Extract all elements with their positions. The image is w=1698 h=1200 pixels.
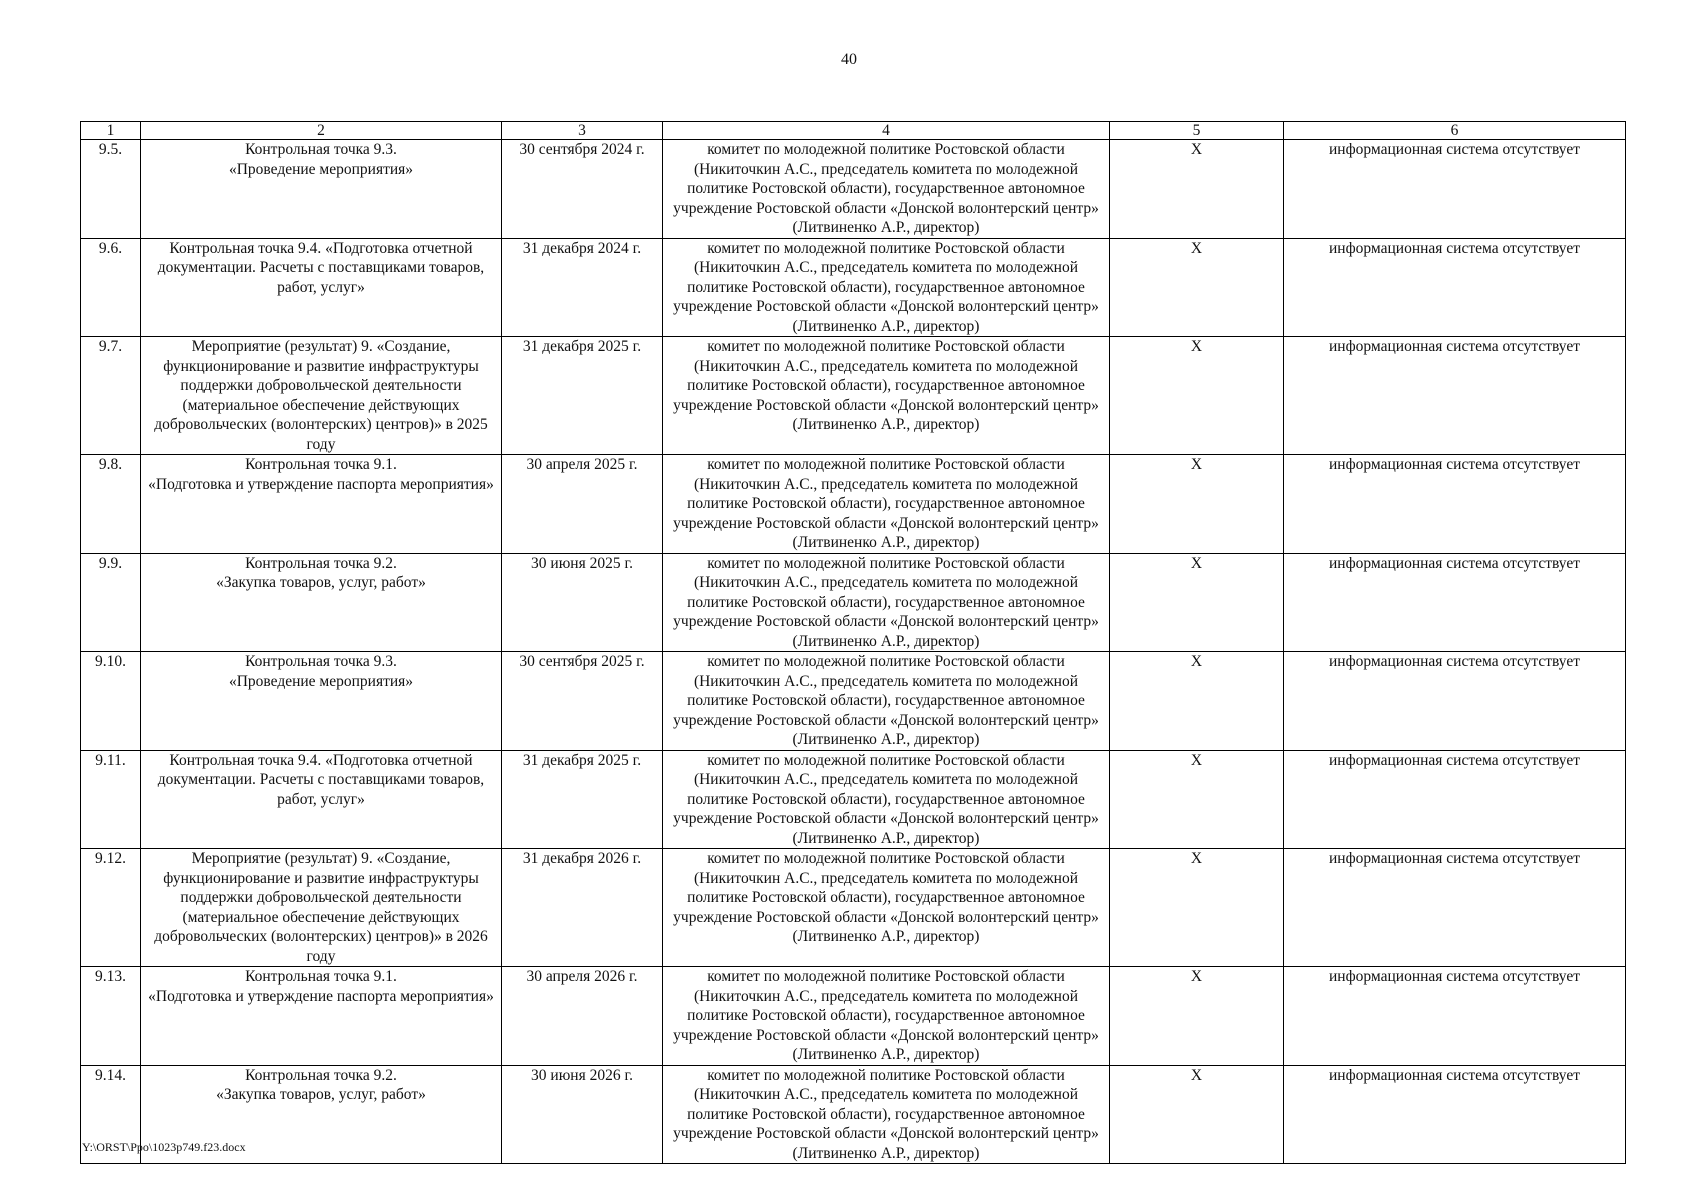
row-number: 9.13.: [81, 967, 141, 1066]
row-responsible: комитет по молодежной политике Ростовской области (Никиточкин А.С., председатель комитета по молодежной политике Ростовской области), государственное автономное учреждение Ростовской области «Донской волонтерский центр» (Литвиненко А.Р., директор): [663, 967, 1110, 1066]
control-points-table: [80, 121, 1626, 1164]
table-row: [81, 140, 1626, 239]
row-number: 9.7.: [81, 337, 141, 455]
table-row: [81, 455, 1626, 554]
row-date: 31 декабря 2026 г.: [502, 849, 663, 967]
row-name: Контрольная точка 9.3. «Проведение мероприятия»: [141, 652, 502, 751]
row-mark: Х: [1110, 553, 1284, 652]
row-responsible: комитет по молодежной политике Ростовской области (Никиточкин А.С., председатель комитета по молодежной политике Ростовской области), государственное автономное учреждение Ростовской области «Донской волонтерский центр» (Литвиненко А.Р., директор): [663, 238, 1110, 337]
row-number: 9.5.: [81, 140, 141, 239]
table-row: [81, 1065, 1626, 1164]
row-mark: Х: [1110, 337, 1284, 455]
row-system: информационная система отсутствует: [1284, 337, 1626, 455]
table-row: [81, 652, 1626, 751]
row-name: Контрольная точка 9.1. «Подготовка и утверждение паспорта мероприятия»: [141, 967, 502, 1066]
column-header: 1: [81, 122, 141, 140]
column-header: 6: [1284, 122, 1626, 140]
row-name: Мероприятие (результат) 9. «Создание, функционирование и развитие инфраструктуры поддержки добровольческой деятельности (материальное обеспечение действующих добровольческих (волонтерских) центров)» в 2026 году: [141, 849, 502, 967]
row-mark: Х: [1110, 967, 1284, 1066]
row-name: Контрольная точка 9.4. «Подготовка отчетной документации. Расчеты с поставщиками товаров, работ, услуг»: [141, 238, 502, 337]
row-system: информационная система отсутствует: [1284, 238, 1626, 337]
row-responsible: комитет по молодежной политике Ростовской области (Никиточкин А.С., председатель комитета по молодежной политике Ростовской области), государственное автономное учреждение Ростовской области «Донской волонтерский центр» (Литвиненко А.Р., директор): [663, 1065, 1110, 1164]
file-path: Y:\ORST\Ppo\1023p749.f23.docx: [82, 1140, 246, 1154]
row-number: 9.14.: [81, 1065, 141, 1164]
table-row: [81, 553, 1626, 652]
row-mark: Х: [1110, 849, 1284, 967]
column-header: 4: [663, 122, 1110, 140]
table-row: [81, 238, 1626, 337]
column-header: 2: [141, 122, 502, 140]
row-number: 9.10.: [81, 652, 141, 751]
row-name: Контрольная точка 9.4. «Подготовка отчетной документации. Расчеты с поставщиками товаров, работ, услуг»: [141, 750, 502, 849]
row-date: 30 апреля 2025 г.: [502, 455, 663, 554]
row-date: 30 сентября 2025 г.: [502, 652, 663, 751]
row-responsible: комитет по молодежной политике Ростовской области (Никиточкин А.С., председатель комитета по молодежной политике Ростовской области), государственное автономное учреждение Ростовской области «Донской волонтерский центр» (Литвиненко А.Р., директор): [663, 849, 1110, 967]
table-row: [81, 967, 1626, 1066]
row-system: информационная система отсутствует: [1284, 455, 1626, 554]
row-mark: Х: [1110, 1065, 1284, 1164]
row-mark: Х: [1110, 238, 1284, 337]
row-mark: Х: [1110, 750, 1284, 849]
row-system: информационная система отсутствует: [1284, 1065, 1626, 1164]
row-name: Контрольная точка 9.2. «Закупка товаров, услуг, работ»: [141, 553, 502, 652]
row-date: 31 декабря 2025 г.: [502, 750, 663, 849]
row-date: 30 июня 2025 г.: [502, 553, 663, 652]
page-number: 40: [841, 51, 857, 68]
row-number: 9.8.: [81, 455, 141, 554]
row-name: Контрольная точка 9.2. «Закупка товаров, услуг, работ»: [141, 1065, 502, 1164]
header-row: [81, 122, 1626, 140]
row-system: информационная система отсутствует: [1284, 553, 1626, 652]
row-system: информационная система отсутствует: [1284, 652, 1626, 751]
table-row: [81, 337, 1626, 455]
row-system: информационная система отсутствует: [1284, 750, 1626, 849]
row-responsible: комитет по молодежной политике Ростовской области (Никиточкин А.С., председатель комитета по молодежной политике Ростовской области), государственное автономное учреждение Ростовской области «Донской волонтерский центр» (Литвиненко А.Р., директор): [663, 553, 1110, 652]
row-mark: Х: [1110, 652, 1284, 751]
row-responsible: комитет по молодежной политике Ростовской области (Никиточкин А.С., председатель комитета по молодежной политике Ростовской области), государственное автономное учреждение Ростовской области «Донской волонтерский центр» (Литвиненко А.Р., директор): [663, 455, 1110, 554]
row-number: 9.12.: [81, 849, 141, 967]
row-name: Мероприятие (результат) 9. «Создание, функционирование и развитие инфраструктуры поддержки добровольческой деятельности (материальное обеспечение действующих добровольческих (волонтерских) центров)» в 2025 году: [141, 337, 502, 455]
row-date: 30 апреля 2026 г.: [502, 967, 663, 1066]
row-mark: Х: [1110, 140, 1284, 239]
row-number: 9.6.: [81, 238, 141, 337]
row-date: 31 декабря 2025 г.: [502, 337, 663, 455]
row-responsible: комитет по молодежной политике Ростовской области (Никиточкин А.С., председатель комитета по молодежной политике Ростовской области), государственное автономное учреждение Ростовской области «Донской волонтерский центр» (Литвиненко А.Р., директор): [663, 337, 1110, 455]
row-date: 30 сентября 2024 г.: [502, 140, 663, 239]
row-name: Контрольная точка 9.1. «Подготовка и утверждение паспорта мероприятия»: [141, 455, 502, 554]
row-system: информационная система отсутствует: [1284, 967, 1626, 1066]
row-responsible: комитет по молодежной политике Ростовской области (Никиточкин А.С., председатель комитета по молодежной политике Ростовской области), государственное автономное учреждение Ростовской области «Донской волонтерский центр» (Литвиненко А.Р., директор): [663, 652, 1110, 751]
row-responsible: комитет по молодежной политике Ростовской области (Никиточкин А.С., председатель комитета по молодежной политике Ростовской области), государственное автономное учреждение Ростовской области «Донской волонтерский центр» (Литвиненко А.Р., директор): [663, 140, 1110, 239]
table-row: [81, 750, 1626, 849]
row-number: 9.11.: [81, 750, 141, 849]
table-row: [81, 849, 1626, 967]
row-date: 30 июня 2026 г.: [502, 1065, 663, 1164]
row-system: информационная система отсутствует: [1284, 140, 1626, 239]
row-name: Контрольная точка 9.3. «Проведение мероприятия»: [141, 140, 502, 239]
row-date: 31 декабря 2024 г.: [502, 238, 663, 337]
column-header: 5: [1110, 122, 1284, 140]
row-system: информационная система отсутствует: [1284, 849, 1626, 967]
row-responsible: комитет по молодежной политике Ростовской области (Никиточкин А.С., председатель комитета по молодежной политике Ростовской области), государственное автономное учреждение Ростовской области «Донской волонтерский центр» (Литвиненко А.Р., директор): [663, 750, 1110, 849]
row-mark: Х: [1110, 455, 1284, 554]
column-header: 3: [502, 122, 663, 140]
row-number: 9.9.: [81, 553, 141, 652]
